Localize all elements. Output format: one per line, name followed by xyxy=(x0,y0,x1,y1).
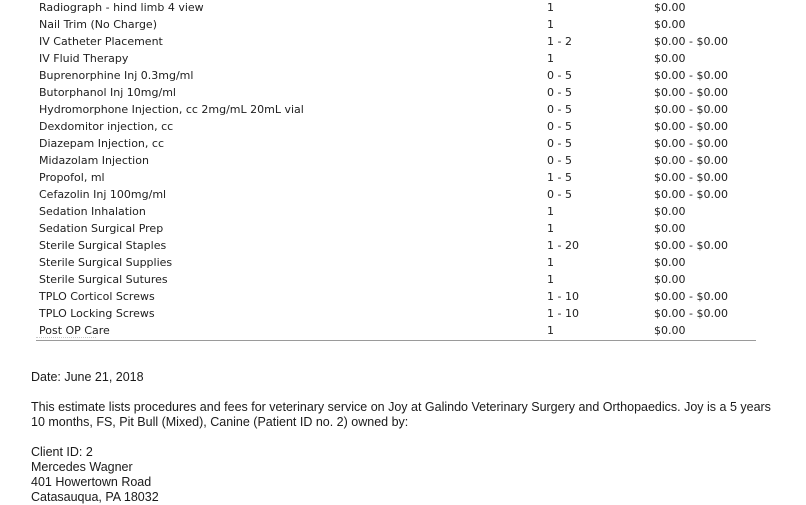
item-fee: $0.00 - $0.00 xyxy=(654,86,728,99)
item-fee: $0.00 - $0.00 xyxy=(654,35,728,48)
item-name: Sterile Surgical Staples xyxy=(39,239,167,252)
item-name: TPLO Corticol Screws xyxy=(39,290,155,303)
item-quantity: 1 xyxy=(547,205,554,218)
item-name: IV Catheter Placement xyxy=(39,35,163,48)
item-fee: $0.00 - $0.00 xyxy=(654,154,728,167)
table-row xyxy=(0,322,806,339)
item-quantity: 0 - 5 xyxy=(547,69,572,82)
item-quantity: 0 - 5 xyxy=(547,188,572,201)
item-quantity: 0 - 5 xyxy=(547,137,572,150)
table-row xyxy=(0,203,806,220)
item-quantity: 1 xyxy=(547,324,554,337)
table-row xyxy=(0,271,806,288)
item-name: Buprenorphine Inj 0.3mg/ml xyxy=(39,69,194,82)
item-quantity: 0 - 5 xyxy=(547,154,572,167)
item-quantity: 0 - 5 xyxy=(547,120,572,133)
table-row xyxy=(0,152,806,169)
faint-rule xyxy=(36,337,96,338)
item-name: Radiograph - hind limb 4 view xyxy=(39,1,204,14)
table-row xyxy=(0,288,806,305)
item-fee: $0.00 xyxy=(654,1,686,14)
table-row xyxy=(0,305,806,322)
item-fee: $0.00 - $0.00 xyxy=(654,137,728,150)
item-name: Post OP Care xyxy=(39,324,110,337)
item-fee: $0.00 - $0.00 xyxy=(654,120,728,133)
item-quantity: 1 xyxy=(547,256,554,269)
item-name: Sedation Inhalation xyxy=(39,205,146,218)
item-name: Midazolam Injection xyxy=(39,154,149,167)
item-fee: $0.00 - $0.00 xyxy=(654,69,728,82)
item-name: Cefazolin Inj 100mg/ml xyxy=(39,188,167,201)
item-name: Propofol, ml xyxy=(39,171,105,184)
item-name: Sterile Surgical Sutures xyxy=(39,273,168,286)
item-fee: $0.00 - $0.00 xyxy=(654,188,728,201)
item-fee: $0.00 - $0.00 xyxy=(654,290,728,303)
client-address-line1: 401 Howertown Road xyxy=(31,475,152,489)
table-row xyxy=(0,135,806,152)
item-name: TPLO Locking Screws xyxy=(39,307,155,320)
item-name: Butorphanol Inj 10mg/ml xyxy=(39,86,176,99)
table-row xyxy=(0,33,806,50)
item-name: Hydromorphone Injection, cc 2mg/mL 20mL vial xyxy=(39,103,304,116)
item-quantity: 1 xyxy=(547,52,554,65)
estimate-intro: This estimate lists procedures and fees for veterinary service on Joy at Galindo Veterinary Surgery and Orthopaedics. Joy is a 5 years 10 months, FS, Pit Bull (Mixed), Canine (Patient ID no. 2) owned by: xyxy=(31,400,771,429)
item-fee: $0.00 xyxy=(654,18,686,31)
item-fee: $0.00 xyxy=(654,205,686,218)
client-name: Mercedes Wagner xyxy=(31,460,133,474)
item-name: Sterile Surgical Supplies xyxy=(39,256,173,269)
table-row xyxy=(0,0,806,16)
table-row xyxy=(0,237,806,254)
item-fee: $0.00 xyxy=(654,256,686,269)
item-quantity: 1 - 10 xyxy=(547,307,579,320)
item-quantity: 1 xyxy=(547,1,554,14)
item-quantity: 1 xyxy=(547,273,554,286)
client-id: Client ID: 2 xyxy=(31,445,93,459)
item-quantity: 0 - 5 xyxy=(547,86,572,99)
client-address-line2: Catasauqua, PA 18032 xyxy=(31,490,159,504)
table-row xyxy=(0,118,806,135)
item-fee: $0.00 - $0.00 xyxy=(654,103,728,116)
table-row xyxy=(0,16,806,33)
item-quantity: 1 - 10 xyxy=(547,290,579,303)
item-fee: $0.00 - $0.00 xyxy=(654,171,728,184)
item-fee: $0.00 - $0.00 xyxy=(654,239,728,252)
table-row xyxy=(0,254,806,271)
item-fee: $0.00 xyxy=(654,222,686,235)
item-fee: $0.00 xyxy=(654,273,686,286)
estimate-date: Date: June 21, 2018 xyxy=(31,370,144,384)
table-row xyxy=(0,220,806,237)
item-name: Diazepam Injection, cc xyxy=(39,137,164,150)
table-row xyxy=(0,67,806,84)
item-fee: $0.00 xyxy=(654,324,686,337)
table-row xyxy=(0,186,806,203)
item-quantity: 1 - 20 xyxy=(547,239,579,252)
estimate-details xyxy=(31,370,771,505)
table-row xyxy=(0,84,806,101)
item-name: Nail Trim (No Charge) xyxy=(39,18,157,31)
item-name: Dexdomitor injection, cc xyxy=(39,120,174,133)
item-fee: $0.00 - $0.00 xyxy=(654,307,728,320)
item-quantity: 0 - 5 xyxy=(547,103,572,116)
item-quantity: 1 xyxy=(547,18,554,31)
table-bottom-rule xyxy=(36,340,756,341)
item-quantity: 1 - 5 xyxy=(547,171,572,184)
item-name: Sedation Surgical Prep xyxy=(39,222,164,235)
table-row xyxy=(0,169,806,186)
item-quantity: 1 xyxy=(547,222,554,235)
item-name: IV Fluid Therapy xyxy=(39,52,129,65)
table-row xyxy=(0,50,806,67)
table-row xyxy=(0,101,806,118)
item-fee: $0.00 xyxy=(654,52,686,65)
item-quantity: 1 - 2 xyxy=(547,35,572,48)
